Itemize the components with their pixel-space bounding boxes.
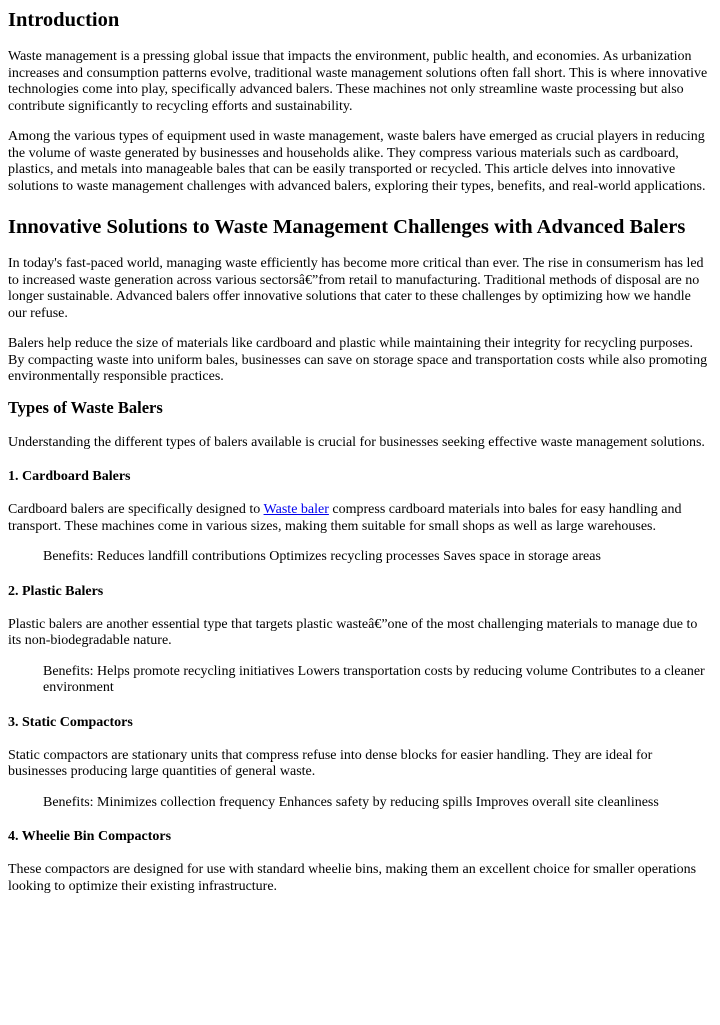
main-paragraph-1: In today's fast-paced world, managing waste efficiently has become more critical than ever. The rise in consumerism has led to increased waste generation across various sectorsâ€”from retail to manufacturing. Traditional methods of disposal are no longer sustainable. Advanced balers offer innovative solutions that cater to these challenges by optimizing how we handle our refuse. — [8, 256, 704, 321]
types-paragraph: Understanding the different types of balers available is crucial for businesses seeking effective waste management solutions. — [8, 434, 705, 450]
static-compactors-heading: 3. Static Compactors — [8, 714, 133, 730]
main-paragraph-2: Balers help reduce the size of materials like cardboard and plastic while maintaining their integrity for recycling purposes. By compacting waste into uniform bales, businesses can save on storage space and transportation costs while also promoting environmentally responsible practices. — [8, 336, 708, 384]
static-compactors-paragraph: Static compactors are stationary units that compress refuse into dense blocks for easier handling. They are ideal for businesses producing large quantities of general waste. — [8, 747, 653, 779]
wheelie-bin-compactors-paragraph: These compactors are designed for use with standard wheelie bins, making them an excellent choice for smaller operations looking to optimize their existing infrastructure. — [8, 862, 697, 894]
cardboard-benefits-list — [8, 549, 712, 566]
waste-baler-link[interactable]: Waste baler — [263, 502, 329, 517]
intro-paragraph-2: Among the various types of equipment used in waste management, waste balers have emerged as crucial players in reducing the volume of waste generated by businesses and households alike. They compress various materials such as cardboard, plastics, and metals into manageable bales that can be easily transported or recycled. This article delves into innovative solutions to waste management challenges with advanced balers, exploring their types, benefits, and real-world applications. — [8, 129, 706, 194]
list-item: Benefits: Helps promote recycling initiatives Lowers transportation costs by reducing volume Contributes to a cleaner environment — [43, 663, 705, 695]
intro-paragraph-1: Waste management is a pressing global issue that impacts the environment, public health, and economies. As urbanization increases and consumption patterns evolve, traditional waste management solutions often fall short. This is where innovative technologies come into play, specifically advanced balers. These machines not only streamline waste processing but also contribute significantly to recycling efforts and sustainability. — [8, 49, 708, 114]
article — [0, 8, 720, 895]
plastic-benefits-list — [8, 664, 712, 697]
cardboard-text-before-link: Cardboard balers are specifically designed to — [8, 502, 264, 517]
main-heading: Innovative Solutions to Waste Management Challenges with Advanced Balers — [8, 216, 686, 238]
list-item: Benefits: Reduces landfill contributions Optimizes recycling processes Saves space in storage areas — [43, 549, 601, 564]
wheelie-bin-compactors-heading: 4. Wheelie Bin Compactors — [8, 829, 172, 844]
cardboard-text-after-link: compress cardboard materials into bales for easy handling and transport. These machines come in various sizes, making them suitable for small shops as well as large warehouses. — [8, 502, 682, 534]
cardboard-balers-paragraph — [8, 502, 712, 535]
cardboard-balers-heading: 1. Cardboard Balers — [8, 469, 131, 484]
intro-heading: Introduction — [8, 9, 120, 31]
plastic-balers-paragraph: Plastic balers are another essential type that targets plastic wasteâ€”one of the most challenging materials to manage due to its non-biodegradable nature. — [8, 616, 698, 648]
list-item: Benefits: Minimizes collection frequency Enhances safety by reducing spills Improves overall site cleanliness — [43, 794, 659, 810]
static-benefits-list — [8, 795, 712, 812]
plastic-balers-heading: 2. Plastic Balers — [8, 583, 104, 599]
types-heading: Types of Waste Balers — [8, 397, 163, 417]
